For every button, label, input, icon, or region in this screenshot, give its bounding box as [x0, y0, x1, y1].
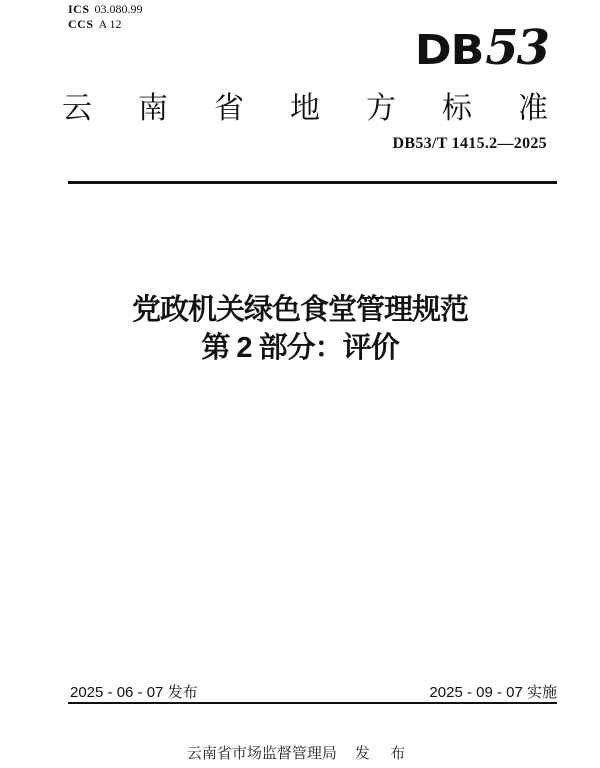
header-rule: [68, 181, 557, 184]
document-title-line2: 第 2 部分：评价: [201, 332, 399, 364]
ics-value: 03.080.99: [94, 2, 143, 16]
document-title: [0, 291, 600, 367]
standard-name-char: 地: [290, 92, 320, 125]
publisher-name: 云南省市场监督管理局: [186, 745, 337, 762]
standard-name-char: 省: [214, 92, 244, 125]
implement-date: 2025 - 09 - 07 实施: [429, 684, 557, 701]
db53-logo-db-text: DB: [414, 26, 484, 74]
issue-date: 2025 - 06 - 07 发布: [70, 684, 198, 701]
standard-name-char: 方: [366, 92, 396, 125]
document-number: DB53/T 1415.2—2025: [392, 135, 547, 152]
standard-name-char: 云: [62, 92, 92, 125]
db53-logo: [414, 20, 548, 76]
standard-name-char: 南: [138, 92, 168, 125]
ccs-value: A 12: [98, 17, 122, 31]
ccs-label: CCS: [68, 17, 94, 31]
document-title-line1: 党政机关绿色食堂管理规范: [131, 294, 468, 326]
footer-publisher-line: [0, 742, 600, 763]
ics-code-line: [68, 2, 143, 17]
ccs-code-line: [68, 17, 122, 32]
ics-label: ICS: [68, 2, 90, 16]
footer-rule: [68, 702, 557, 704]
publish-word: 发 布: [354, 745, 414, 762]
db53-logo-region-number: 53: [485, 20, 548, 76]
standard-name: [62, 83, 548, 127]
standard-name-char: 准: [518, 92, 548, 125]
dates-row: [70, 681, 557, 702]
standard-name-char: 标: [442, 92, 472, 125]
